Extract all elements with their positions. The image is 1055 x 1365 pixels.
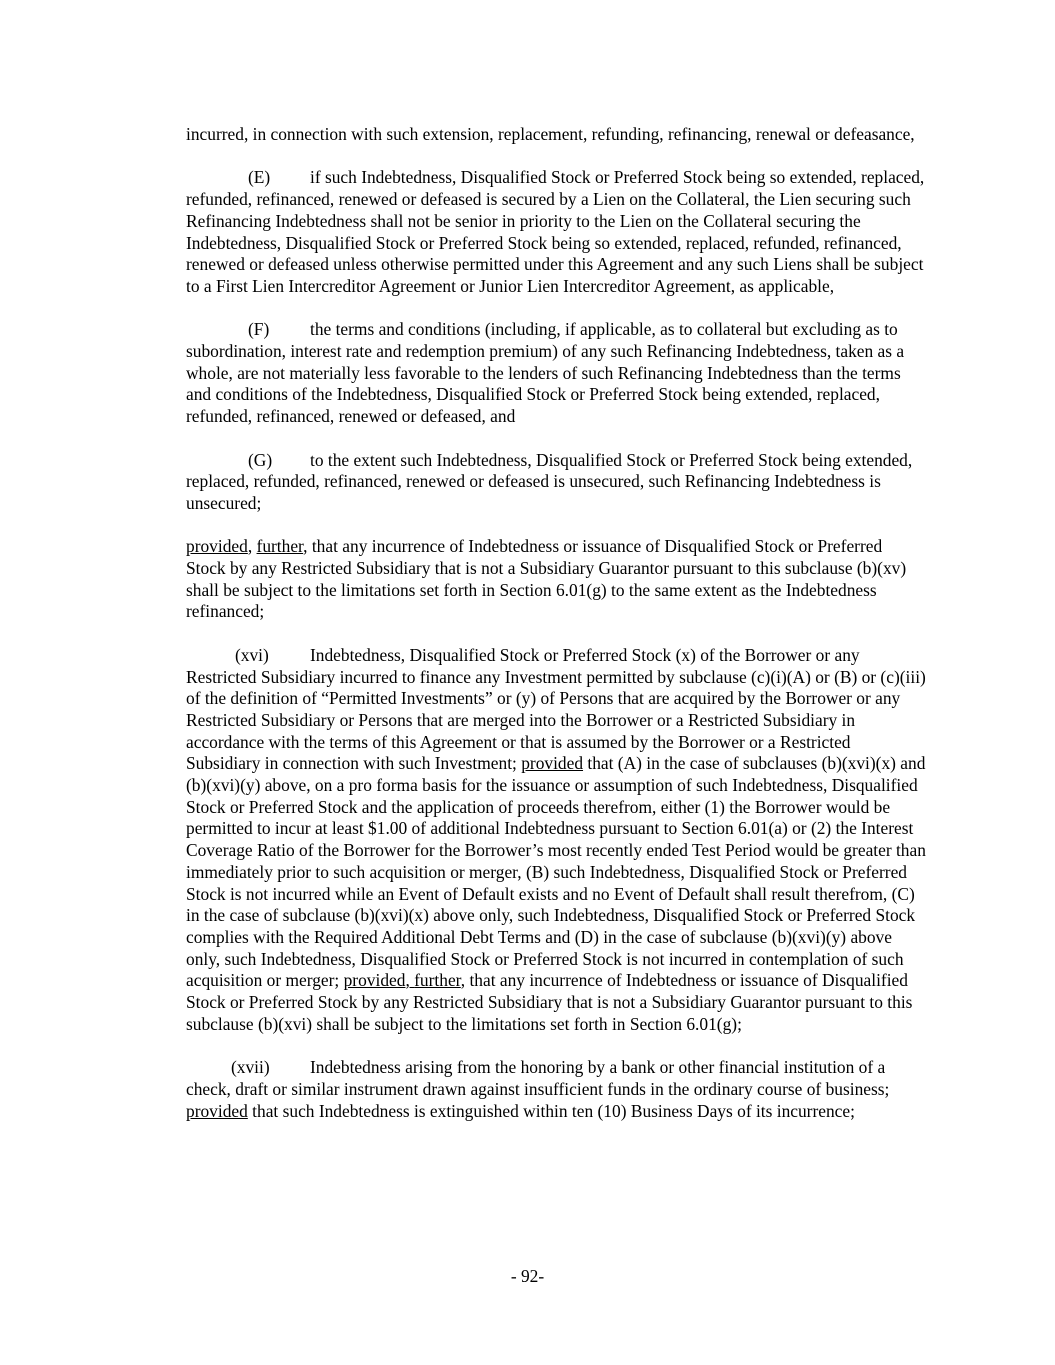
clause-xvi-label: (xvi) xyxy=(235,644,269,665)
clause-xvi-text-1: Indebtedness, Disqualified Stock or Preferred Stock (x) of the Borrower or any Restricted Subsidiary incurred to finance any Investment permitted by subclause (c)(i)(A) or (B) or (c)(iii) of the definition of “Permitted Investments” or (y) of Persons that are acquired by the Borrower or any Restricted Subsidiary or Persons that are merged into the Borrower or a Restricted Subsidiary in accordance with the terms of this Agreement or that is assumed by the Borrower or a Restricted Subsidiary in connection with such Investment; xyxy=(186,644,926,774)
clause-xvi-comma: , xyxy=(405,970,415,991)
continuation-paragraph: incurred, in connection with such extension, replacement, refunding, refinancing, renewal or defeasance, xyxy=(186,124,915,144)
clause-xvii-provided: provided xyxy=(186,1100,248,1121)
document-page xyxy=(186,124,926,1144)
proviso-text: , that any incurrence of Indebtedness or issuance of Disqualified Stock or Preferred Stock by any Restricted Subsidiary that is not a Subsidiary Guarantor pursuant to this subclause (b)(xv) shall be subject to the limitations set forth in Section 6.01(g) to the same extent as the Indebtedness refinanced; xyxy=(186,536,907,622)
clause-e-label: (E) xyxy=(248,167,271,188)
clause-xvi-text-3: , that any incurrence of Indebtedness or issuance of Disqualified Stock or Preferred Stock by any Restricted Subsidiary that is not a Subsidiary Guarantor pursuant to this subclause (b)(xvi) shall be subject to the limitations set forth in Section 6.01(g); xyxy=(186,970,913,1034)
page-number: - 92- xyxy=(510,1266,545,1286)
clause-xvii-paragraph xyxy=(186,1057,926,1122)
clause-xvii-text-1: Indebtedness arising from the honoring by a bank or other financial institution of a check, draft or similar instrument drawn against insufficient funds in the ordinary course of business; xyxy=(186,1057,890,1099)
proviso-further: further xyxy=(256,536,304,557)
clause-xvi-text-2: that (A) in the case of subclauses (b)(xvi)(x) and (b)(xvi)(y) above, on a pro forma basis for the issuance or assumption of such Indebtedness, Disqualified Stock or Preferred Stock and the application of proceeds therefrom, either (1) the Borrower would be permitted to incur at least $1.00 of additional Indebtedness pursuant to Section 6.01(a) or (2) the Interest Coverage Ratio of the Borrower for the Borrower’s most recently ended Test Period would be greater than immediately prior to such acquisition or merger, (B) such Indebtedness, Disqualified Stock or Preferred Stock is not incurred while an Event of Default exists and no Event of Default shall result therefrom, (C) in the case of subclause (b)(xvi)(x) above only, such Indebtedness, Disqualified Stock or Preferred Stock complies with the Required Additional Debt Terms and (D) in the case of subclause (b)(xvi)(y) above only, such Indebtedness, Disqualified Stock or Preferred Stock is not incurred in contemplation of such acquisition or merger; xyxy=(186,753,926,991)
clause-xvi-provided-2: provided xyxy=(343,970,406,991)
clause-e-text: if such Indebtedness, Disqualified Stock or Preferred Stock being so extended, replaced, refunded, refinanced, renewed or defeased is secured by a Lien on the Collateral, the Lien securing such Refinancing Indebtedness shall not be senior in priority to the Lien on the Collateral securing the Indebtedness, Disqualified Stock or Preferred Stock being so extended, replaced, refunded, refinanced, renewed or defeased unless otherwise permitted under this Agreement and any such Liens shall be subject to a First Lien Intercreditor Agreement or Junior Lien Intercreditor Agreement, as applicable, xyxy=(186,167,925,296)
clause-g-paragraph xyxy=(186,450,926,515)
clause-xvi-paragraph xyxy=(186,645,926,1036)
clause-xvii-label: (xvii) xyxy=(231,1057,270,1078)
proviso-provided: provided xyxy=(186,536,248,557)
clause-f-text: the terms and conditions (including, if applicable, as to collateral but excluding as to subordination, interest rate and redemption premium) of any such Refinancing Indebtedness, taken as a whole, are not materially less favorable to the lenders of such Refinancing Indebtedness than the terms and conditions of the Indebtedness, Disqualified Stock or Preferred Stock being extended, replaced, refunded, refinanced, renewed or defeased, and xyxy=(186,319,905,427)
proviso-paragraph xyxy=(186,536,926,623)
clause-xvi-provided-1: provided xyxy=(521,753,584,774)
proviso-comma: , xyxy=(247,536,257,557)
clause-e-paragraph xyxy=(186,167,926,297)
clause-f-label: (F) xyxy=(248,319,270,340)
clause-g-text: to the extent such Indebtedness, Disqualified Stock or Preferred Stock being extended, replaced, refunded, refinanced, renewed or defeased is unsecured, such Refinancing Indebtedness is unsecured; xyxy=(186,449,913,513)
clause-f-paragraph xyxy=(186,319,926,428)
clause-xvii-text-2: that such Indebtedness is extinguished within ten (10) Business Days of its incurrence; xyxy=(247,1100,855,1121)
clause-xvi-further: further xyxy=(414,970,461,991)
clause-g-label: (G) xyxy=(248,449,273,470)
